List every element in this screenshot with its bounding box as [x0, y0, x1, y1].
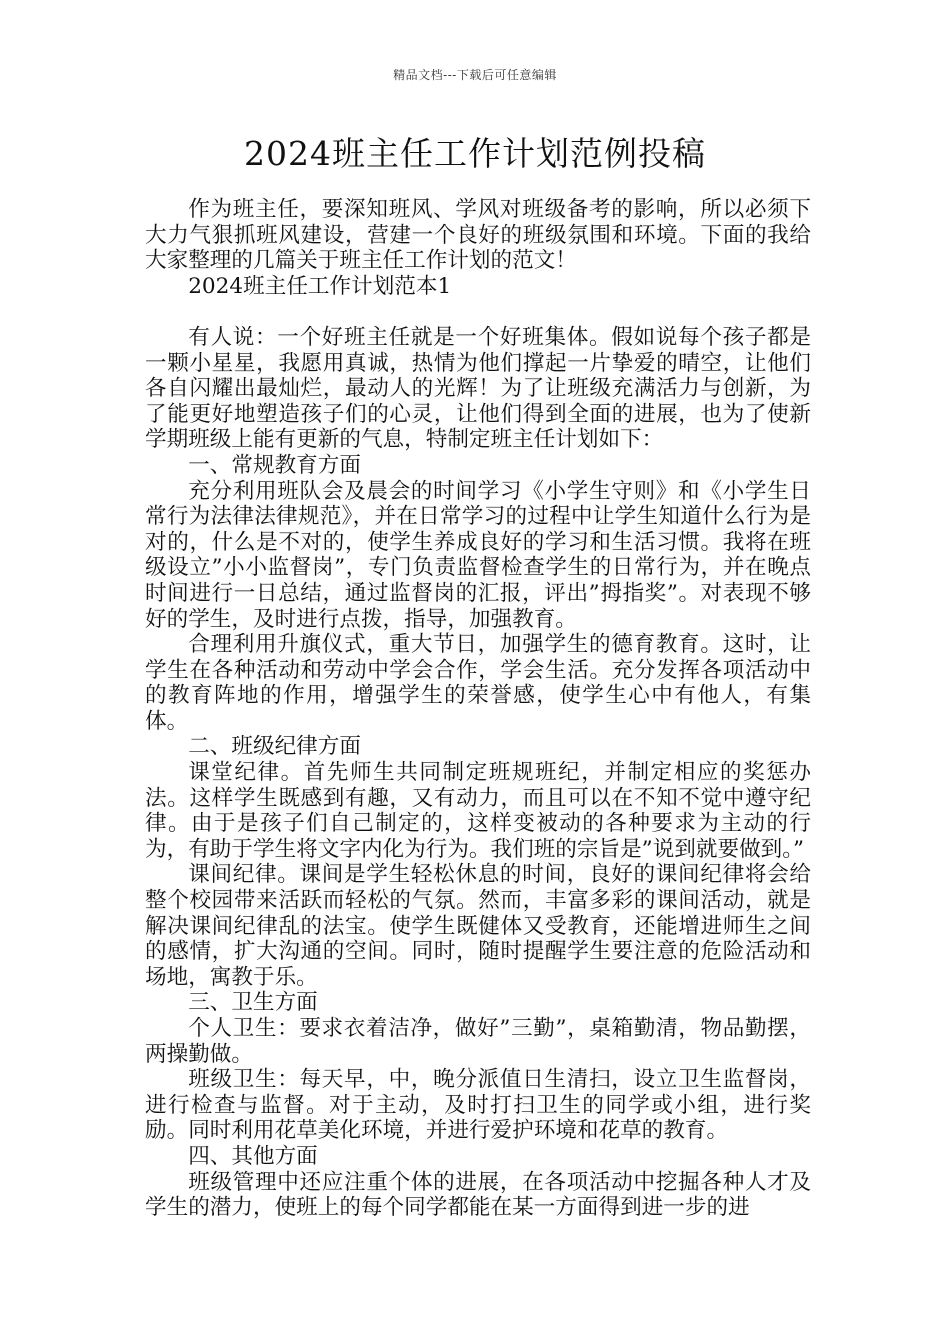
blank-line	[145, 299, 811, 325]
intro-paragraph: 作为班主任，要深知班风、学风对班级备考的影响，所以必须下大力气狠抓班风建设，营建一个良好的班级氛围和环境。下面的我给大家整理的几篇关于班主任工作计划的范文！	[145, 197, 811, 274]
page-header-note: 精品文档---下载后可任意编辑	[393, 68, 557, 82]
discipline-paragraph-2: 课间纪律。课间是学生轻松休息的时间，良好的课间纪律将会给整个校园带来活跃而轻松的气氛。然而，丰富多彩的课间活动，就是解决课间纪律乱的法宝。使学生既健体又受教育，还能增进师生之间的感情，扩大沟通的空间。同时，随时提醒学生要注意的危险活动和场地，寓教于乐。	[145, 862, 811, 990]
document-title: 2024班主任工作计划范例投稿	[244, 134, 706, 173]
routine-paragraph-2: 合理利用升旗仪式，重大节日，加强学生的德育教育。这时，让学生在各种活动和劳动中学会合作，学会生活。充分发挥各项活动中的教育阵地的作用，增强学生的荣誉感，使学生心中有他人，有集体。	[145, 632, 811, 734]
section-heading-other: 四、其他方面	[188, 1143, 318, 1169]
section-heading-routine: 一、常规教育方面	[188, 452, 361, 478]
hygiene-paragraph-2: 班级卫生：每天早，中，晚分派值日生清扫，设立卫生监督岗，进行检查与监督。对于主动，及时打扫卫生的同学或小组，进行奖励。同时利用花草美化环境，并进行爱护环境和花草的教育。	[145, 1067, 811, 1144]
section-heading-discipline: 二、班级纪律方面	[188, 734, 361, 760]
sample-intro-paragraph: 有人说：一个好班主任就是一个好班集体。假如说每个孩子都是一颗小星星，我愿用真诚，热情为他们撑起一片挚爱的晴空，让他们各自闪耀出最灿烂，最动人的光辉！为了让班级充满活力与创新，为了能更好地塑造孩子们的心灵，让他们得到全面的进展，也为了使新学期班级上能有更新的气息，特制定班主任计划如下：	[145, 324, 811, 453]
sample-heading: 2024班主任工作计划范本1	[188, 273, 452, 299]
hygiene-paragraph-1: 个人卫生：要求衣着洁净，做好”三勤”，桌箱勤清，物品勤摆，两操勤做。	[145, 1016, 811, 1067]
other-paragraph-1: 班级管理中还应注重个体的进展，在各项活动中挖掘各种人才及学生的潜力，使班上的每个同学都能在某一方面得到进一步的进	[145, 1169, 811, 1221]
routine-paragraph-1: 充分利用班队会及晨会的时间学习《小学生守则》和《小学生日常行为法律法律规范》，并在日常学习的过程中让学生知道什么行为是对的，什么是不对的，使学生养成良好的学习和生活习惯。我将在班级设立”小小监督岗”，专门负责监督检查学生的日常行为，并在晚点时间进行一日总结，通过监督岗的汇报，评出”拇指奖”。对表现不够好的学生，及时进行点拨，指导，加强教育。	[145, 478, 811, 632]
discipline-paragraph-1: 课堂纪律。首先师生共同制定班规班纪，并制定相应的奖惩办法。这样学生既感到有趣，又有动力，而且可以在不知不觉中遵守纪律。由于是孩子们自己制定的，这样变被动的各种要求为主动的行为，有助于学生将文字内化为行为。我们班的宗旨是”说到就要做到。”	[145, 760, 811, 862]
section-heading-hygiene: 三、卫生方面	[188, 990, 318, 1016]
document-body	[145, 197, 811, 1221]
